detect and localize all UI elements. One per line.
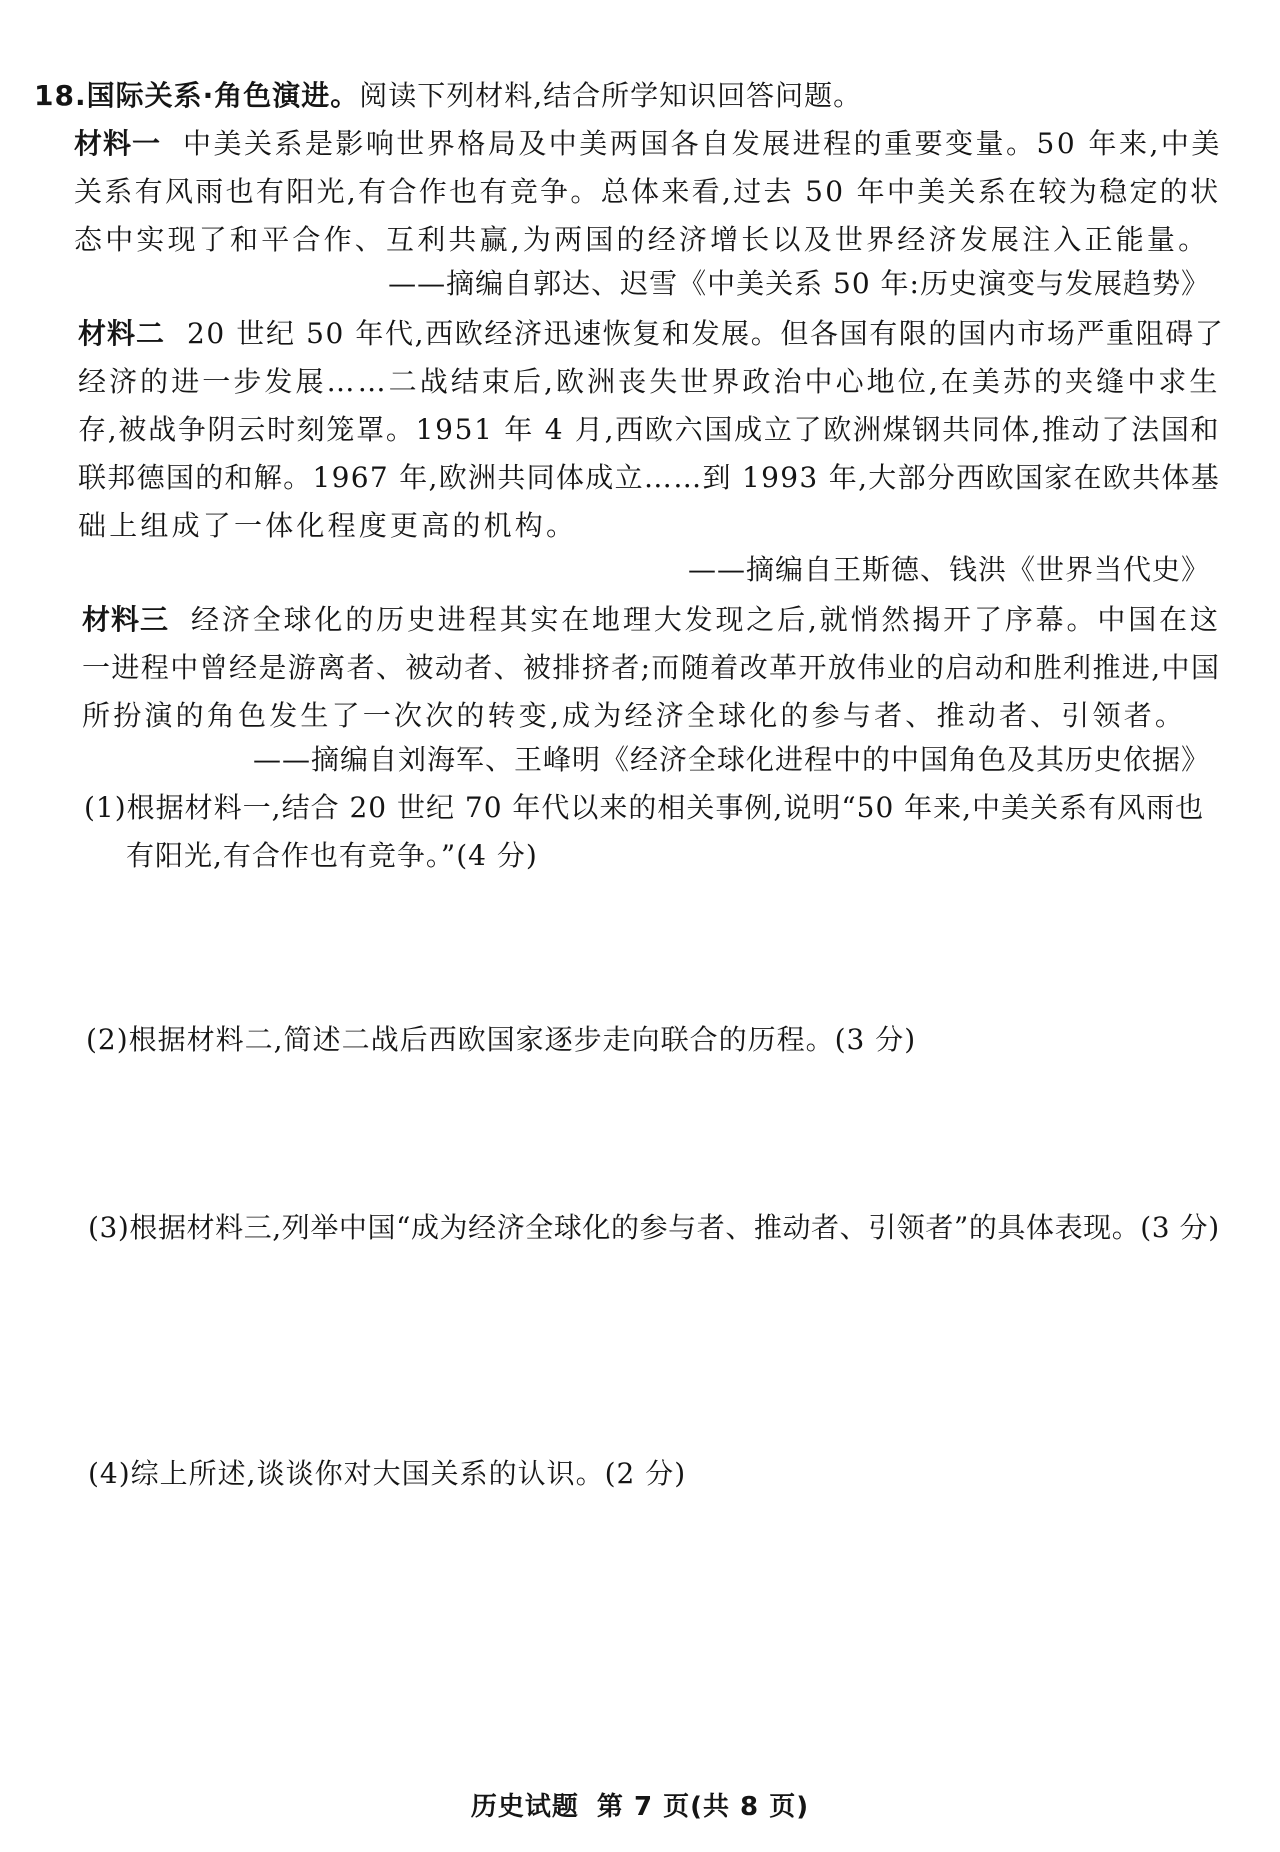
sub-question-4: (4)综上所述,谈谈你对大国关系的认识。(2 分): [88, 1457, 687, 1490]
material-2-line-5: 础上组成了一体化程度更高的机构。: [78, 509, 578, 542]
material-1-line-1: [74, 124, 1222, 164]
material-2-label: 材料二: [78, 317, 166, 350]
sub-question-1-line-1: (1)根据材料一,结合 20 世纪 70 年代以来的相关事例,说明“50 年来,中美关系有风雨也: [84, 791, 1205, 824]
material-3-source: ——摘编自刘海军、王峰明《经济全球化进程中的中国角色及其历史依据》: [252, 743, 1210, 776]
material-2-source: ——摘编自王斯德、钱洪《世界当代史》: [687, 553, 1210, 586]
material-1-line-3: 态中实现了和平合作、互利共赢,为两国的经济增长以及世界经济发展注入正能量。: [74, 223, 1210, 256]
material-3-line-1: [82, 600, 1221, 640]
material-3-line-3: 所扮演的角色发生了一次次的转变,成为经济全球化的参与者、推动者、引领者。: [82, 699, 1187, 732]
material-text: 中美关系是影响世界格局及中美两国各自发展进程的重要变量。50 年来,中美: [183, 127, 1222, 160]
sub-question-1-line-2: 有阳光,有合作也有竞争。”(4 分): [126, 839, 538, 872]
question-header: [34, 76, 862, 116]
question-instruction: 阅读下列材料,结合所学知识回答问题。: [359, 79, 863, 112]
question-title: 国际关系·角色演进。: [86, 79, 360, 112]
material-1-line-2: 关系有风雨也有阳光,有合作也有竞争。总体来看,过去 50 年中美关系在较为稳定的状: [74, 175, 1221, 208]
material-2-line-1: [78, 314, 1224, 354]
material-3-label: 材料三: [82, 603, 170, 636]
material-1-source: ——摘编自郭达、迟雪《中美关系 50 年:历史演变与发展趋势》: [388, 267, 1210, 300]
material-3-line-2: 一进程中曾经是游离者、被动者、被排挤者;而随着改革开放伟业的启动和胜利推进,中国: [82, 651, 1221, 684]
material-2-line-4: 联邦德国的和解。1967 年,欧洲共同体成立……到 1993 年,大部分西欧国家在欧共体基: [78, 461, 1221, 494]
question-number: 18.: [34, 79, 87, 112]
material-1-label: 材料一: [74, 127, 162, 160]
material-2-line-3: 存,被战争阴云时刻笼罩。1951 年 4 月,西欧六国成立了欧洲煤钢共同体,推动了法国和: [78, 413, 1221, 446]
sub-question-3: (3)根据材料三,列举中国“成为经济全球化的参与者、推动者、引领者”的具体表现。(3 分): [88, 1211, 1220, 1244]
footer-page-number: 第 7 页(共 8 页): [596, 1792, 810, 1822]
material-2-line-2: 经济的进一步发展……二战结束后,欧洲丧失世界政治中心地位,在美苏的夹缝中求生: [78, 365, 1221, 398]
material-text: 20 世纪 50 年代,西欧经济迅速恢复和发展。但各国有限的国内市场严重阻碍了: [187, 317, 1225, 350]
sub-question-2: (2)根据材料二,简述二战后西欧国家逐步走向联合的历程。(3 分): [86, 1023, 917, 1056]
footer-subject: 历史试题: [470, 1792, 579, 1822]
material-text: 经济全球化的历史进程其实在地理大发现之后,就悄然揭开了序幕。中国在这: [191, 603, 1221, 636]
page-footer: [0, 1786, 1280, 1823]
